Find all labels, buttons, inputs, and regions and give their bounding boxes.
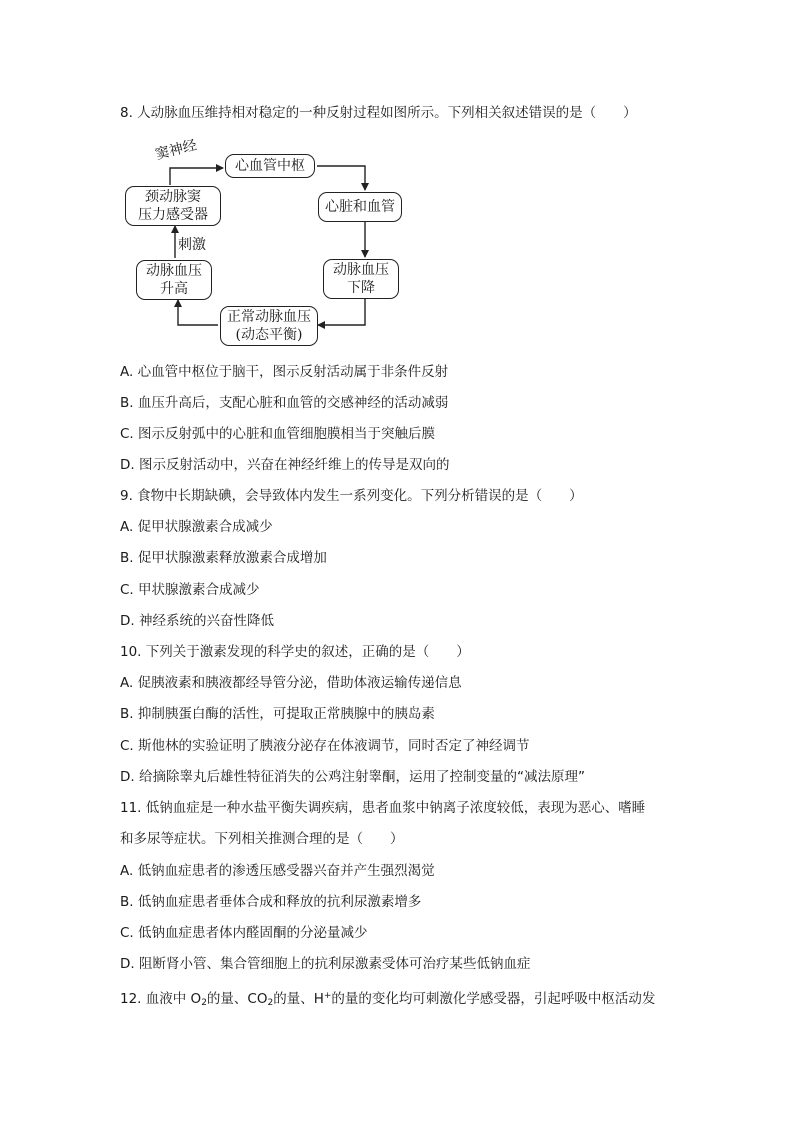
question-12-stem bbox=[120, 986, 655, 1013]
q12-o2-subscript: 2 bbox=[201, 998, 207, 1008]
q9-option-c: C. 甲状腺激素合成减少 bbox=[120, 582, 260, 598]
pressure-rise-line2: 升高 bbox=[160, 281, 188, 297]
baroreceptor-box bbox=[125, 186, 221, 226]
pressure-drop-box bbox=[323, 259, 399, 299]
q12-h-superscript: + bbox=[323, 991, 332, 1001]
q12-text-4: 的量的变化均可刺激化学感受器，引起呼吸中枢活动发 bbox=[331, 991, 656, 1007]
q11-option-a: A. 低钠血症患者的渗透压感受器兴奋并产生强烈渴觉 bbox=[120, 863, 435, 879]
cardiovascular-center-label: 心血管中枢 bbox=[235, 158, 305, 174]
normal-pressure-line1: 正常动脉血压 bbox=[227, 309, 311, 325]
q12-text-2: 的量、CO bbox=[206, 991, 268, 1007]
q9-option-a: A. 促甲状腺激素合成减少 bbox=[120, 519, 273, 535]
q9-option-d: D. 神经系统的兴奋性降低 bbox=[120, 613, 274, 629]
normal-pressure-box bbox=[220, 306, 318, 346]
q12-text-1: 12. 血液中 O bbox=[120, 991, 202, 1007]
q11-option-c: C. 低钠血症患者体内醛固酮的分泌量减少 bbox=[120, 925, 368, 941]
q9-option-b: B. 促甲状腺激素释放激素合成增加 bbox=[120, 550, 327, 566]
pressure-rise-line1: 动脉血压 bbox=[146, 263, 202, 279]
q10-option-d: D. 给摘除睾丸后雄性特征消失的公鸡注射睾酮，运用了控制变量的“减法原理” bbox=[120, 769, 585, 785]
question-9-stem: 9. 食物中长期缺碘，会导致体内发生一系列变化。下列分析错误的是（ ） bbox=[120, 488, 583, 504]
heart-vessels-box bbox=[318, 192, 402, 222]
pressure-drop-line1: 动脉血压 bbox=[333, 262, 389, 278]
heart-vessels-label: 心脏和血管 bbox=[325, 199, 395, 215]
stimulus-label: 刺激 bbox=[178, 237, 206, 253]
question-11-stem-line1: 11. 低钠血症是一种水盐平衡失调疾病，患者血浆中钠离子浓度较低，表现为恶心、嗜睡 bbox=[120, 800, 646, 816]
q8-option-b: B. 血压升高后，支配心脏和血管的交感神经的活动减弱 bbox=[120, 395, 449, 411]
question-11-stem-line2: 和多尿等症状。下列相关推测合理的是（ ） bbox=[120, 831, 404, 847]
baroreceptor-line1: 颈动脉窦 bbox=[145, 189, 201, 205]
reflex-diagram bbox=[120, 137, 410, 350]
sinus-nerve-label: 窦神经 bbox=[153, 137, 199, 164]
pressure-rise-box bbox=[136, 260, 212, 300]
q10-option-b: B. 抑制胰蛋白酶的活性，可提取正常胰腺中的胰岛素 bbox=[120, 706, 435, 722]
q10-option-c: C. 斯他林的实验证明了胰液分泌存在体液调节，同时否定了神经调节 bbox=[120, 738, 530, 754]
q8-option-c: C. 图示反射弧中的心脏和血管细胞膜相当于突触后膜 bbox=[120, 426, 436, 442]
q11-option-b: B. 低钠血症患者垂体合成和释放的抗利尿激素增多 bbox=[120, 894, 422, 910]
q11-option-d: D. 阻断肾小管、集合管细胞上的抗利尿激素受体可治疗某些低钠血症 bbox=[120, 956, 531, 972]
pressure-drop-line2: 下降 bbox=[347, 280, 375, 296]
cardiovascular-center-box bbox=[225, 154, 315, 178]
question-8-stem: 8. 人动脉血压维持相对稳定的一种反射过程如图所示。下列相关叙述错误的是（ ） bbox=[120, 105, 637, 121]
q12-text-3: 的量、H bbox=[273, 991, 324, 1007]
baroreceptor-line2: 压力感受器 bbox=[138, 207, 208, 223]
question-10-stem: 10. 下列关于激素发现的科学史的叙述，正确的是（ ） bbox=[120, 644, 470, 660]
normal-pressure-line2: (动态平衡) bbox=[235, 327, 303, 343]
q10-option-a: A. 促胰液素和胰液都经导管分泌，借助体液运输传递信息 bbox=[120, 675, 462, 691]
q12-co2-subscript: 2 bbox=[267, 998, 274, 1008]
q8-option-d: D. 图示反射活动中，兴奋在神经纤维上的传导是双向的 bbox=[120, 457, 450, 473]
q8-option-a: A. 心血管中枢位于脑干，图示反射活动属于非条件反射 bbox=[120, 364, 449, 380]
